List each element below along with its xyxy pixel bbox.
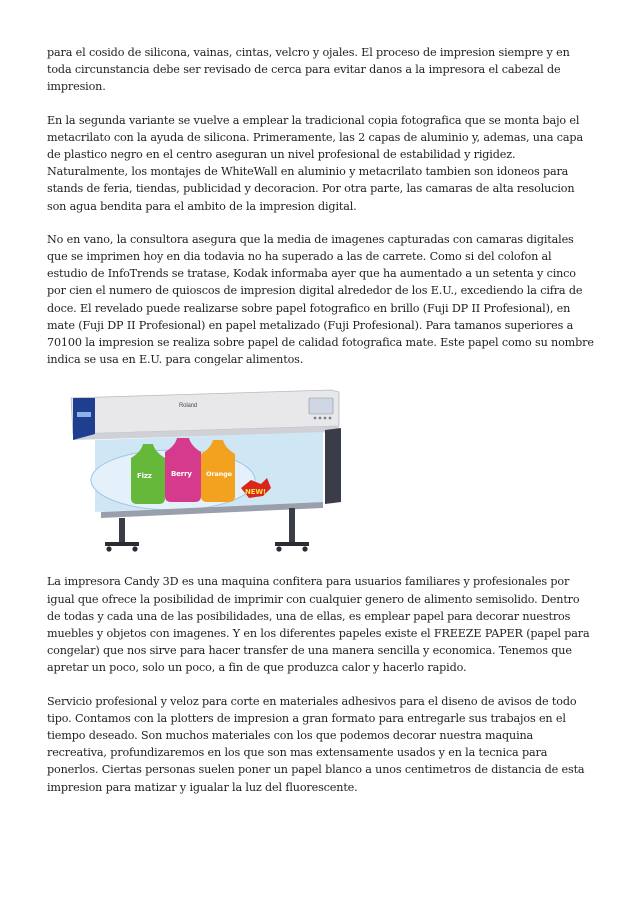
svg-text:NEW!: NEW! <box>245 488 266 497</box>
paragraph-2: En la segunda variante se vuelve a emplear la tradicional copia fotografica que se monta bajo el metacrilato con la ayuda de silicona. Primeramente, las 2 capas de aluminio y, ademas, una capa de plastico negro en el centro aseguran un nivel profesional de estabilidad y rigidez. Naturalmente, los montajes de WhiteWall en aluminio y metacrilato tambien son idoneos para stands de feria, tiendas, publicidad y decoracion. Por otra parte, las camaras de alta resolucion son agua bendita para el ambito de la impresion digital. <box>47 113 583 213</box>
paragraph-4: La impresora Candy 3D es una maquina confitera para usuarios familiares y profesionales por igual que ofrece la posibilidad de imprimir con cualquier genero de alimento semisolido. Dentro de todas y cada una de las posibilidades, una de ellas, es emplear papel para decorar nuestros muebles y objetos con imagenes. Y en los diferentes papeles existe el FREEZE PAPER (papel para congelar) que nos sirve para hacer transfer de una manera sencilla y economica. Tenemos que apretar un poco, solo un poco, a fin de que produzca calor y hacerlo rapido. <box>47 575 590 675</box>
paragraph-3: No en vano, la consultora asegura que la media de imagenes capturadas con camaras digitales que se imprimen hoy en dia todavia no ha superado a las de carrete. Como si del colofon al estudio de InfoTrends se tratase, Kodak informaba ayer que ha aumentado a un setenta y cinco por cien el numero de quioscos de impresion digital alrededor de los E.U., excediendo la cifra de doce. El revelado puede realizarse sobre papel fotografico en brillo (Fuji DP II Profesional), en mate (Fuji DP II Profesional) en papel metalizado (Fuji Profesional). Para tamanos superiores a 70100 la impresion se realiza sobre papel de calidad fotografica mate. Este papel como su nombre indica se usa en E.U. para congelar alimentos. <box>47 232 594 367</box>
bottle-label-3: Orange <box>206 470 232 479</box>
paragraph-5: Servicio profesional y veloz para corte en materiales adhesivos para el diseno de avisos de todo tipo. Contamos con la plotters de impresion a gran formato para entregarle sus trabajos en el tiempo deseado. Son muchos materiales con los que podemos decorar nuestra maquina recreativa, profundizaremos en los que son mas extensamente usados y en la tecnica para ponerlos. Ciertas personas suelen poner un papel blanco a unos centimetros de distancia de esta impresion para matizar y igualar la luz del fluorescente. <box>47 694 585 794</box>
document-page <box>47 44 595 812</box>
printer-brand-label: Roland <box>179 403 198 410</box>
wide-format-printer-image <box>61 384 361 554</box>
bottles-artwork <box>131 438 235 504</box>
bottle-label-1: Fizz <box>137 472 152 481</box>
paragraph-1: para el cosido de silicona, vainas, cintas, velcro y ojales. El proceso de impresion siempre y en toda circunstancia debe ser revisado de cerca para evitar danos a la impresora el cabezal de impresion. <box>47 46 570 94</box>
bottle-label-2: Berry <box>171 470 192 479</box>
printer-figure <box>47 384 595 554</box>
